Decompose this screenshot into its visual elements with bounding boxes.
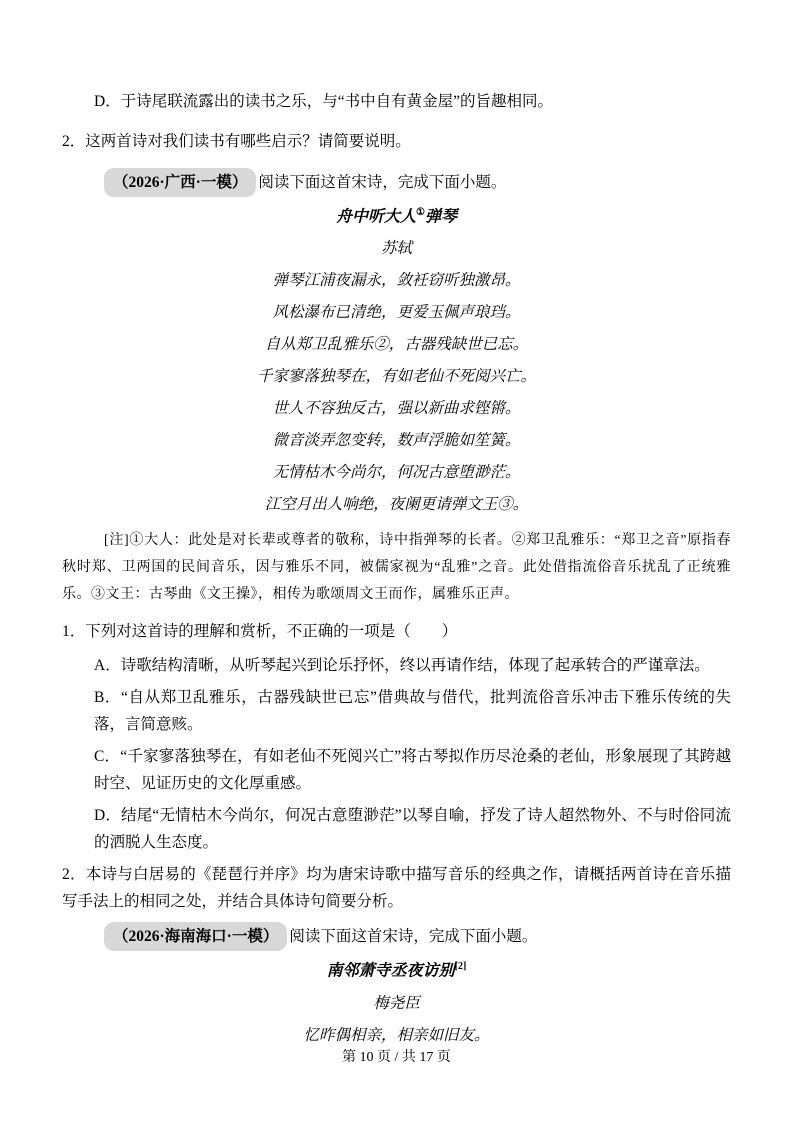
section2-intro-text: 阅读下面这首宋诗，完成下面小题。 (289, 928, 538, 946)
poem2-author: 梅尧臣 (373, 994, 420, 1012)
section2-source-tag: （2026·海南海口·一模） (104, 922, 287, 951)
poem2-line: 忆昨偶相亲，相亲如旧友。 (303, 1026, 490, 1044)
poem2-title-superscript: [2] (454, 961, 467, 973)
question-1-option-a: A．诗歌结构清晰，从听琴起兴到论乐抒怀，终以再请作结，体现了起承转合的严谨章法。 (94, 657, 710, 675)
poem1-line: 微音淡弄忽变转，数声浮脆如笙簧。 (272, 432, 521, 450)
poem2-title-main: 南邻萧寺丞夜访别 (326, 962, 455, 980)
question-2: 2．本诗与白居易的《琵琶行并序》均为唐宋诗歌中描写音乐的经典之作，请概括两首诗在音乐描写手法上的相同之处，并结合具体诗句简要分析。 (62, 866, 731, 911)
poem1-title-superscript: ① (416, 207, 425, 218)
section1-intro (104, 168, 731, 197)
poem1-line: 千家寥落独琴在，有如老仙不死阅兴亡。 (256, 368, 536, 386)
section1-intro-text: 阅读下面这首宋诗，完成下面小题。 (258, 174, 507, 191)
poem2-title (62, 957, 731, 981)
question-1-option-b: B．“自从郑卫乱雅乐，古器残缺世已忘”借典故与借代，批判流俗音乐冲击下雅乐传统的失落，言简意赅。 (94, 689, 731, 734)
section1-source-tag: （2026·广西·一模） (104, 168, 256, 197)
section2-intro (104, 922, 731, 951)
poem1-title (62, 203, 731, 227)
poem1-title-rest: 弹琴 (424, 208, 457, 226)
poem1-line: 弹琴江浦夜漏永，敛衽窃听独激昂。 (272, 272, 521, 290)
poem1-author: 苏轼 (380, 240, 412, 258)
question-1-option-c: C．“千家寥落独琴在，有如老仙不死阅兴亡”将古琴拟作历尽沧桑的老仙，形象展现了其跨越时空、见证历史的文化厚重感。 (94, 748, 731, 793)
prev-option-d: D．于诗尾联流露出的读书之乐，与“书中自有黄金屋”的旨趣相同。 (94, 93, 553, 110)
poem-1 (62, 203, 731, 515)
poem1-line: 世人不容独反古，强以新曲求铿锵。 (272, 400, 521, 418)
poem1-line: 自从郑卫乱雅乐②，古器残缺世已忘。 (264, 336, 529, 354)
prev-question: 2．这两首诗对我们读书有哪些启示？请简要说明。 (62, 133, 411, 150)
question-1-stem: 1．下列对这首诗的理解和赏析，不正确的一项是（ ） (62, 623, 458, 641)
page-number-footer: 第 10 页 / 共 17 页 (342, 1050, 451, 1065)
poem1-line: 江空月出人响绝，夜阑更请弹文王③。 (264, 496, 529, 514)
poem-2 (62, 957, 731, 1045)
poem1-line: 无情枯木今尚尔，何况古意堕渺茫。 (272, 464, 521, 482)
question-1-option-d: D．结尾“无情枯木今尚尔，何况古意堕渺茫”以琴自喻，抒发了诗人超然物外、不与时俗同流的洒脱人生态度。 (94, 807, 731, 852)
poem1-note: [注]①大人：此处是对长辈或尊者的敬称，诗中指弹琴的长者。②郑卫乱雅乐：“郑卫之音”原指春秋时郑、卫两国的民间音乐，因与雅乐不同，被儒家视为“乱雅”之音。此处借指流俗音乐扰乱了正统雅乐。③文王：古琴曲《文王操》，相传为歌颂周文王而作，属雅乐正声。 (62, 533, 731, 603)
poem1-title-main: 舟中听大人 (336, 208, 417, 226)
poem1-line: 风松瀑布已清绝，更爱玉佩声琅珰。 (272, 304, 521, 322)
